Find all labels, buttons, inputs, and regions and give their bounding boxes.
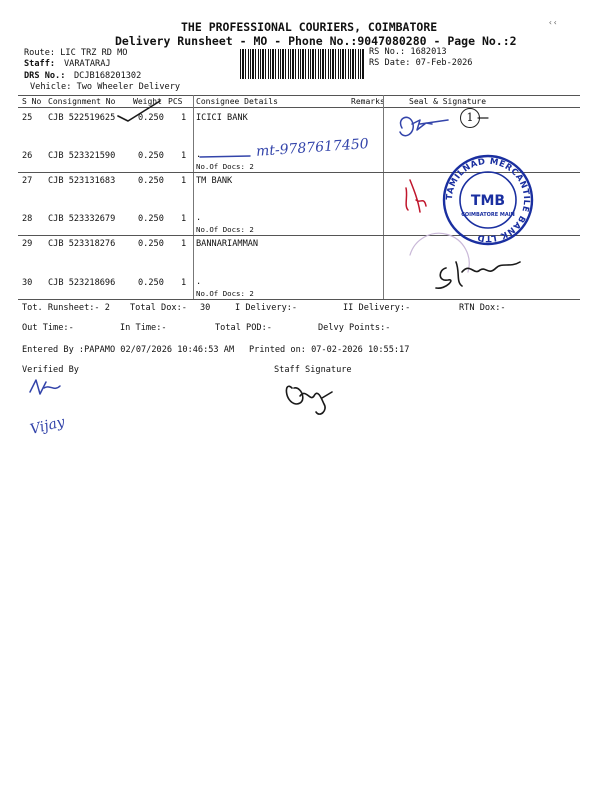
stamp-ring-text: TAMILNAD MERCANTILE BANK LTD: [444, 156, 532, 244]
col-header-remarks: Remarks: [351, 97, 385, 106]
col-header-consignment: Consignment No: [48, 97, 116, 106]
row-consignment-no: CJB 522519625: [48, 113, 116, 123]
row-sno: 27: [22, 176, 33, 186]
signature-row-25: [400, 117, 448, 135]
row-consignment-no: CJB 523318276: [48, 239, 116, 249]
row-sno: 30: [22, 278, 33, 288]
row-weight: 0.250: [138, 214, 164, 224]
row-pcs: 1: [181, 214, 187, 224]
bank-seal-stamp: [440, 152, 536, 248]
row-consignee: .: [196, 277, 202, 287]
col-header-pcs: PCS: [168, 97, 183, 106]
row-docs: No.Of Docs: 2: [196, 225, 254, 234]
corner-mark: ‹‹: [548, 18, 558, 27]
verifier-handwritten-name: Vijay: [28, 414, 67, 438]
row-weight: 0.250: [138, 239, 164, 249]
printed-on: Printed on: 07-02-2026 10:55:17: [249, 345, 410, 355]
row-consignment-no: CJB 523321590: [48, 151, 116, 161]
row-weight: 0.250: [138, 151, 164, 161]
verified-by-label: Verified By: [22, 365, 79, 375]
rtn-dox: RTN Dox:-: [459, 303, 506, 313]
ii-delivery: II Delivery:-: [343, 303, 411, 313]
row-consignment-no: CJB 523218696: [48, 278, 116, 288]
entered-by: Entered By :PAPAMO 02/07/2026 10:46:53 AM: [22, 345, 235, 355]
delvy-points: Delvy Points:-: [318, 323, 391, 333]
drs-value: DCJB168201302: [74, 71, 142, 81]
row-consignment-no: CJB 523131683: [48, 176, 116, 186]
row-consignee: .: [196, 213, 202, 223]
row-sno: 28: [22, 214, 33, 224]
route-label: Route: LIC TRZ RD MO: [24, 48, 128, 58]
runsheet-subtitle: Delivery Runsheet - MO - Phone No.:9047080280 - Page No.:2: [115, 34, 517, 48]
stamp-inner-text: COIMBATORE MAIN: [461, 212, 515, 218]
row-consignee: BANNARIAMMAN: [196, 239, 259, 249]
col-header-weight: Weight: [133, 97, 162, 106]
staff-signature-ink: [286, 386, 332, 414]
staff-signature-label: Staff Signature: [274, 365, 352, 375]
handwritten-phone-note: mt-9787617450: [255, 136, 370, 160]
col-header-seal: Seal & Signature: [409, 97, 487, 106]
col-header-consignee: Consignee Details: [196, 97, 278, 106]
rs-number: RS No.: 1682013: [369, 47, 447, 57]
staff-value: VARATARAJ: [64, 59, 111, 69]
verified-scribble: [30, 380, 60, 394]
row-pcs: 1: [181, 176, 187, 186]
row-pcs: 1: [181, 278, 187, 288]
circled-number: 1: [460, 108, 480, 128]
stamp-center-text: TMB: [470, 193, 506, 209]
row-weight: 0.250: [138, 278, 164, 288]
total-pod: Total POD:-: [215, 323, 272, 333]
row-consignee: ICICI BANK: [196, 113, 248, 123]
row-pcs: 1: [181, 151, 187, 161]
row-consignee: TM BANK: [196, 176, 233, 186]
out-time: Out Time:-: [22, 323, 74, 333]
row-weight: 0.250: [138, 113, 164, 123]
company-title: THE PROFESSIONAL COURIERS, COIMBATORE: [181, 20, 438, 34]
col-header-sno: S No: [22, 97, 42, 106]
row-sno: 25: [22, 113, 33, 123]
signature-row-30: [436, 262, 520, 288]
row-pcs: 1: [181, 239, 187, 249]
signature-row-27-red: [406, 180, 426, 212]
total-dox-label: Total Dox:-: [130, 303, 187, 313]
row-consignee: .: [196, 150, 202, 160]
tick-mark: [118, 101, 160, 121]
total-dox-value: 30: [200, 303, 211, 313]
vehicle-label: Vehicle: Two Wheeler Delivery: [30, 82, 181, 92]
dash-stroke: [200, 156, 250, 157]
in-time: In Time:-: [120, 323, 167, 333]
i-delivery: I Delivery:-: [235, 303, 298, 313]
row-docs: No.Of Docs: 2: [196, 162, 254, 171]
drs-label: DRS No.:: [24, 71, 66, 81]
row-sno: 26: [22, 151, 33, 161]
row-weight: 0.250: [138, 176, 164, 186]
row-sno: 29: [22, 239, 33, 249]
row-docs: No.Of Docs: 2: [196, 289, 254, 298]
staff-label: Staff:: [24, 59, 56, 69]
total-runsheet: Tot. Runsheet:- 2: [22, 303, 110, 313]
rs-date: RS Date: 07-Feb-2026: [369, 58, 473, 68]
row-consignment-no: CJB 523332679: [48, 214, 116, 224]
row-pcs: 1: [181, 113, 187, 123]
